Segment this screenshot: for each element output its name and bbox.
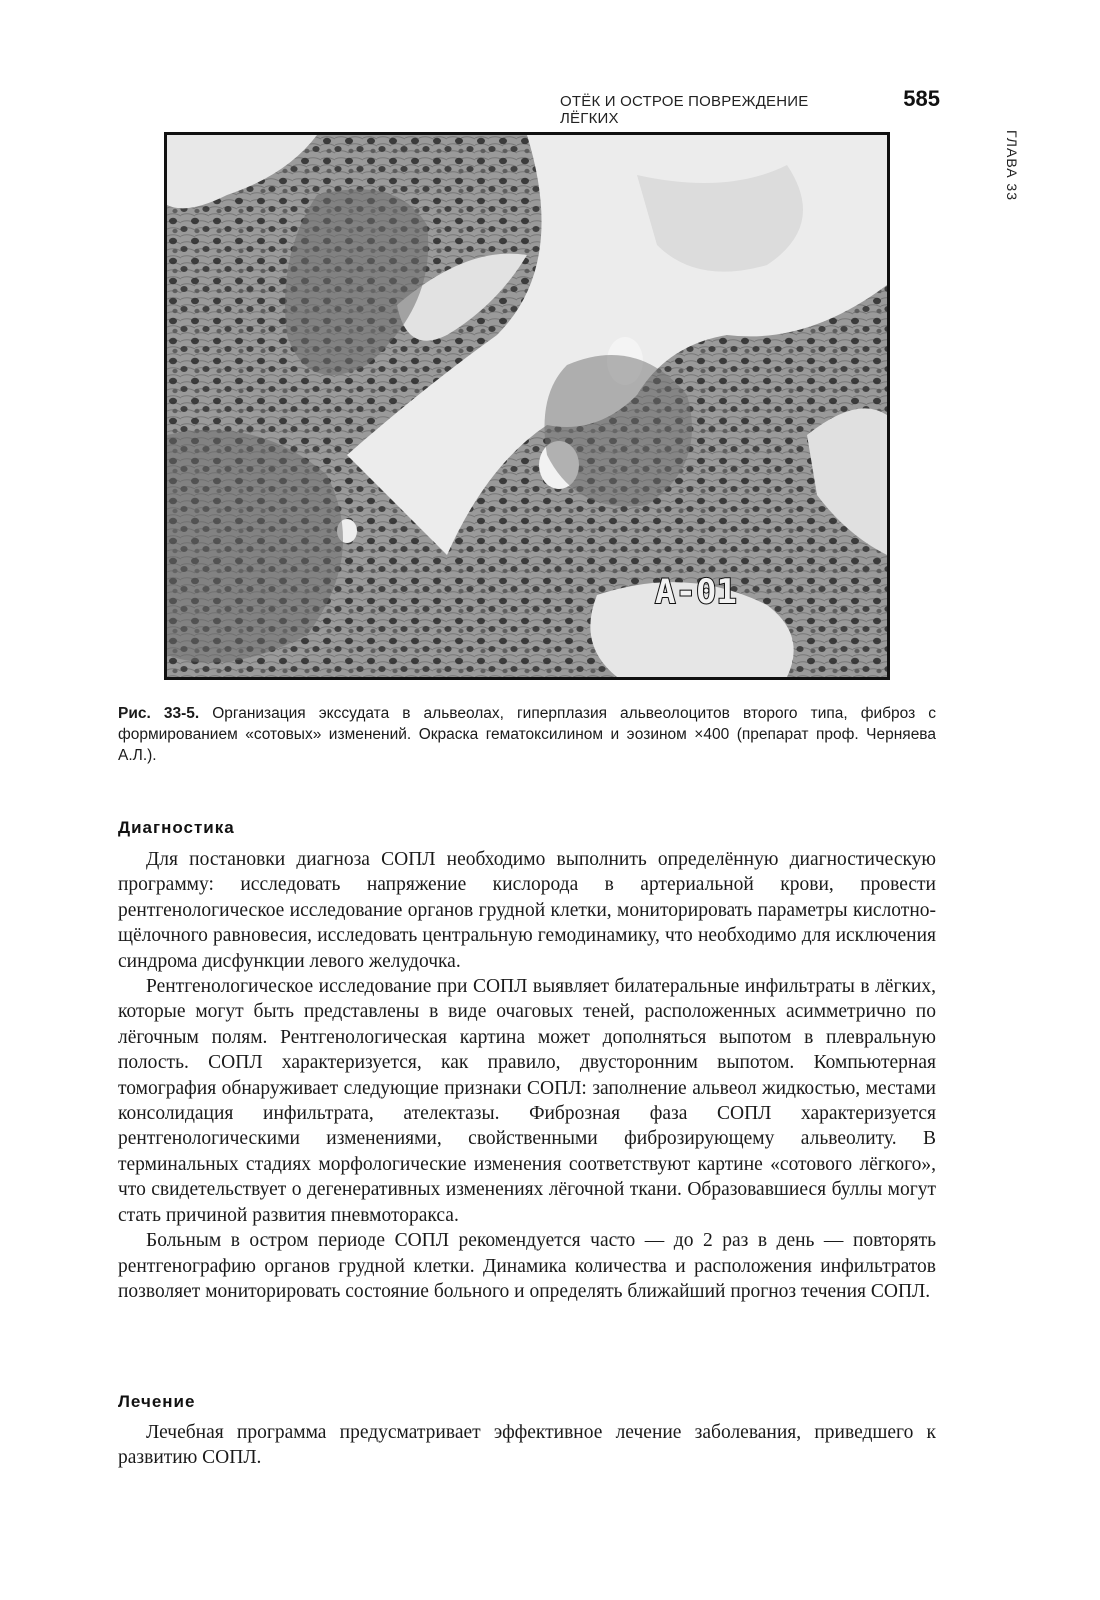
histology-figure (164, 132, 890, 680)
page-number: 585 (903, 86, 940, 111)
paragraph: Рентгенологическое исследование при СОПЛ выявляет билатеральные инфильтраты в лёгких, которые могут быть представлены в виде очаговых теней, расположенных асимметрично по лёгочным полям. Рентгенологическая картина может дополняться выпотом в плевральную полость. СОПЛ характеризуется, как правило, двусторонним выпотом. Компьютерная томография обнаруживает следующие признаки СОПЛ: заполнение альвеол жидкостью, местами консолидация инфильтрата, ателектазы. Фиброзная фаза СОПЛ характеризуется рентгенологическими изменениями, свойственными фиброзирующему альвеолиту. В терминальных стадиях морфологические изменения соответствуют картине «сотового лёгкого», что свидетельствует о дегенеративных изменениях лёгочной ткани. Образовавшиеся буллы могут стать причиной развития пневмоторакса. (118, 976, 936, 1226)
histology-micrograph (167, 135, 887, 677)
figure-caption (118, 703, 936, 766)
figure-caption-label: Рис. 33-5. (118, 705, 200, 722)
paragraph: Больным в остром периоде СОПЛ рекомендуется часто — до 2 раз в день — повторять рентгенографию органов грудной клетки. Динамика количества и расположения инфильтратов позволяет мониторировать состояние больного и определять ближайший прогноз течения СОПЛ. (118, 1230, 936, 1302)
section-body-diagnostics (118, 847, 936, 1304)
chapter-tab: ГЛАВА 33 (1004, 130, 1020, 201)
section-heading-treatment: Лечение (118, 1392, 196, 1411)
paragraph: Лечебная программа предусматривает эффективное лечение заболевания, приведшего к развитию СОПЛ. (118, 1422, 936, 1469)
section-body-treatment (118, 1420, 936, 1471)
section-heading-diagnostics: Диагностика (118, 818, 235, 837)
running-title: ОТЁК И ОСТРОЕ ПОВРЕЖДЕНИЕ ЛЁГКИХ (560, 93, 809, 127)
paragraph: Для постановки диагноза СОПЛ необходимо выполнить определённую диагностическую программу: исследовать напряжение кислорода в артериальной крови, провести рентгенологическое исследование органов грудной клетки, мониторировать параметры кислотно-щёлочного равновесия, исследовать центральную гемодинамику, что необходимо для исключения синдрома дисфункции левого желудочка. (118, 849, 936, 972)
running-head (560, 86, 940, 127)
figure-image-label: A-01 (655, 572, 737, 612)
figure-caption-text: Организация экссудата в альвеолах, гиперплазия альвеолоцитов второго типа, фиброз с формированием «сотовых» изменений. Окраска гематоксилином и эозином ×400 (препарат проф. Черняева А.Л.). (118, 705, 936, 764)
